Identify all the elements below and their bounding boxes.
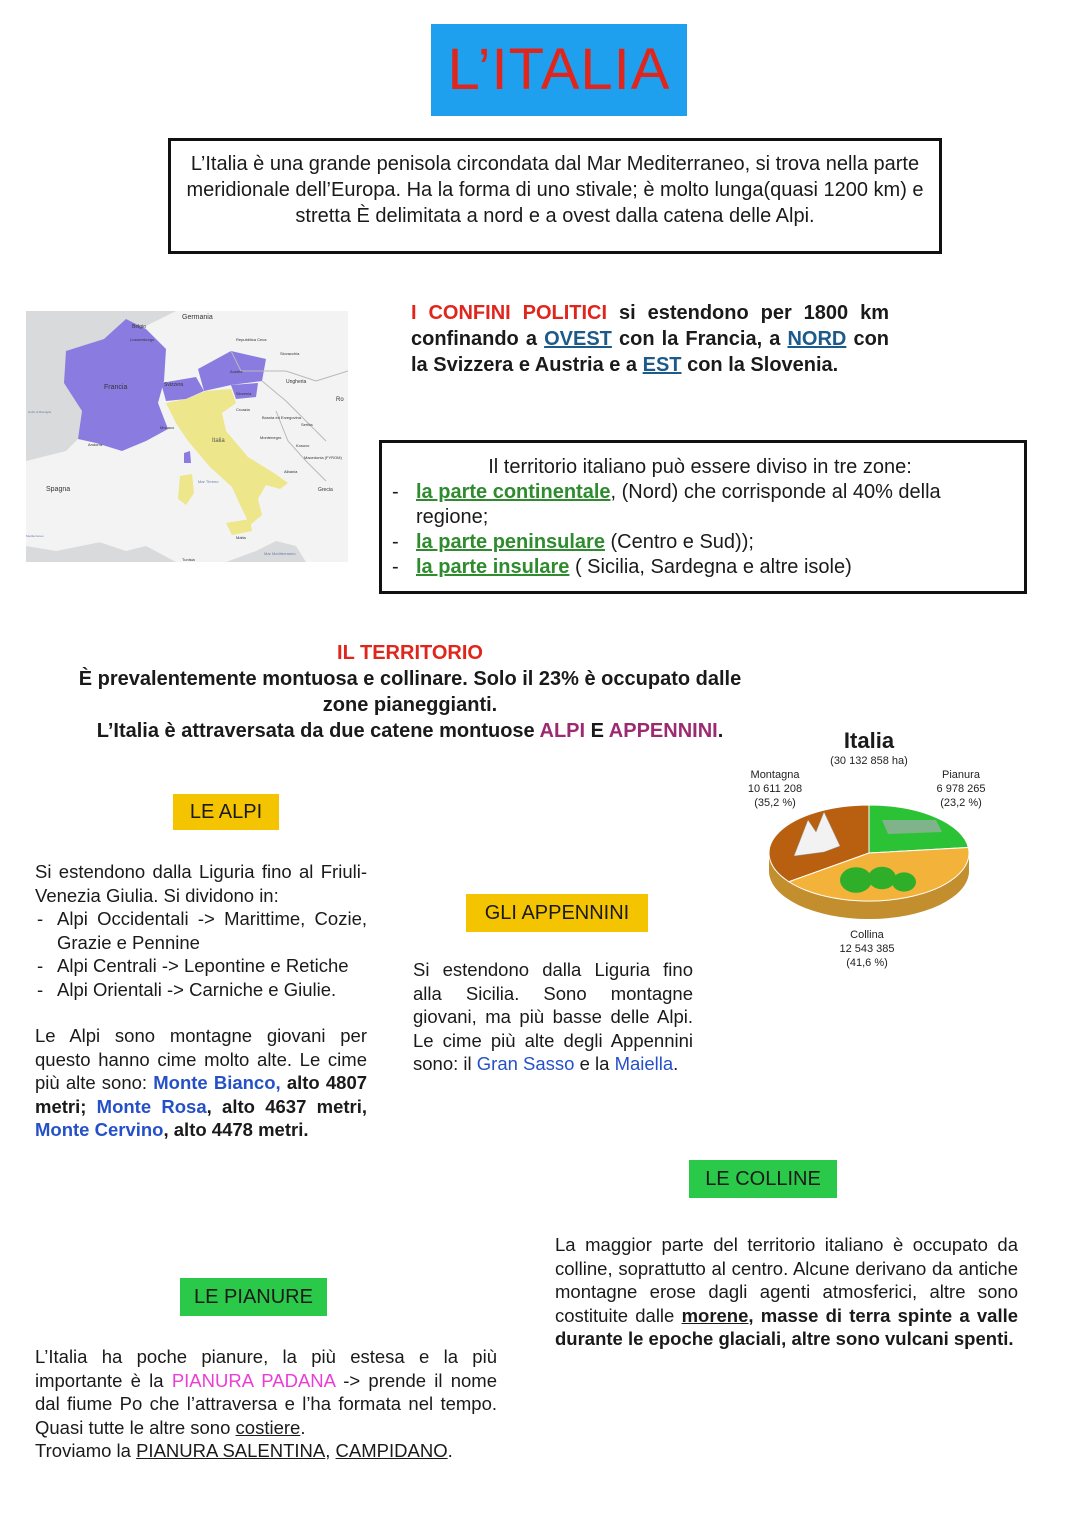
pianure-last-line bbox=[35, 1439, 497, 1463]
monte-rosa-height: , alto 4637 metri, bbox=[206, 1095, 367, 1117]
map-label-slovenia: Slovenia bbox=[236, 391, 252, 396]
confini-est-link[interactable]: EST bbox=[642, 354, 682, 376]
chart-subtitle: (30 132 858 ha) bbox=[830, 755, 908, 767]
territorio-heading: IL TERRITORIO bbox=[337, 642, 483, 664]
appennini-and: e la bbox=[579, 1053, 610, 1074]
appennini-dot: . bbox=[673, 1053, 679, 1074]
pie-chart bbox=[744, 728, 994, 978]
confini-text-1: si estendono per 1800 km confinando a bbox=[411, 302, 889, 350]
territorio-alpi: ALPI bbox=[539, 720, 586, 742]
map-label-serbia: Serbia bbox=[301, 422, 313, 427]
colline-bold: masse di terra spinte a valle durante le epoche glaciali, altre sono vulcani spenti. bbox=[555, 1304, 1019, 1349]
map-label-bosnia: Bosnia ed Erzegovina bbox=[262, 415, 301, 420]
map-label-monaco: Monaco bbox=[160, 425, 175, 430]
pianura-campidano: CAMPIDANO bbox=[335, 1440, 448, 1461]
map-label-kosovo: Kosovo bbox=[296, 443, 310, 448]
slice-value: 10 611 208 bbox=[747, 783, 803, 795]
territorio-e: E bbox=[590, 720, 604, 742]
map-label-germania: Germania bbox=[182, 314, 213, 321]
slice-value: 12 543 385 bbox=[839, 943, 895, 955]
map-label-francia: Francia bbox=[104, 384, 128, 391]
pie-hill-decoration bbox=[892, 872, 916, 891]
alpi-list bbox=[35, 907, 367, 1001]
slice-value: 6 978 265 bbox=[936, 783, 986, 795]
slice-name: Pianura bbox=[942, 769, 980, 781]
pianure-tag: LE PIANURE bbox=[180, 1278, 327, 1316]
zone-list bbox=[392, 480, 1008, 580]
map-label-spagna: Spagna bbox=[46, 486, 71, 493]
zone-link-continentale[interactable]: la parte continentale bbox=[416, 481, 611, 503]
territorio-dot: . bbox=[717, 720, 724, 742]
territorio-appennini: APPENNINI bbox=[608, 720, 718, 742]
map-label-belgio: Belgio bbox=[132, 324, 146, 330]
pianura-salentina: PIANURA SALENTINA bbox=[136, 1440, 326, 1461]
map-label-tunisia: Tunisia bbox=[182, 557, 195, 562]
slice-name: Montagna bbox=[750, 769, 800, 781]
map-label-andorra: Andorra bbox=[88, 442, 103, 447]
zone-item bbox=[392, 555, 1008, 580]
confini-text-2: con la Francia, a bbox=[619, 328, 781, 350]
map-label-malta: Malta bbox=[236, 535, 246, 540]
pianure-body-2: -> prende il nome dal fiume Po che l’attraversa e l’ha formata nel tempo. Quasi tutte le altre sono bbox=[35, 1369, 498, 1438]
confini-text-4: con la Slovenia. bbox=[687, 354, 839, 376]
map-label-macedonia: Macedonia (FYROM) bbox=[304, 455, 342, 460]
colline-body: La maggior parte del territorio italiano è occupato da colline, soprattutto al centro. Alcune derivano da antiche montagne erose dagli agenti atmosferici, altre sono costituite dalle bbox=[555, 1234, 1018, 1326]
intro-box bbox=[168, 138, 942, 254]
monte-bianco: Monte Bianco, bbox=[153, 1072, 281, 1093]
pianure-troviamo: Troviamo la bbox=[35, 1440, 131, 1461]
alpi-list-item: - Alpi Occidentali -> Marittime, Cozie, Grazie e Pennine bbox=[35, 907, 367, 954]
slice-label-collina bbox=[832, 928, 902, 970]
pianure-costiere: costiere bbox=[235, 1416, 301, 1438]
alpi-intro: Si estendono dalla Liguria fino al Friuli- Venezia Giulia. Si dividono in: bbox=[35, 861, 367, 906]
territorio-line-1: È prevalentemente montuosa e collinare. Solo il 23% è occupato dalle zone pianeggianti. bbox=[78, 668, 742, 716]
colline-text bbox=[555, 1233, 1018, 1351]
map-corsica bbox=[184, 451, 191, 463]
map-label-golfo: Golfo di Biscaglia bbox=[28, 410, 52, 414]
map-label-albania: Albania bbox=[284, 469, 298, 474]
territorio-line-2-text: L’Italia è attraversata da due catene montuose bbox=[96, 720, 535, 742]
map-label-lussemburgo: Lussemburgo bbox=[130, 337, 155, 342]
map-label-montenegro: Montenegro bbox=[260, 435, 282, 440]
map-label-mar-tirreno: Mar Tirreno bbox=[198, 479, 219, 484]
monte-rosa: Monte Rosa bbox=[96, 1095, 207, 1117]
pianure-dot: . bbox=[300, 1416, 306, 1438]
monte-cervino-height: , alto 4478 metri. bbox=[163, 1119, 309, 1140]
pie-svg bbox=[764, 798, 974, 928]
pie-hill-decoration bbox=[868, 867, 896, 889]
pianure-body-1: L’Italia ha poche pianure, la più estesa e la più importante è la bbox=[35, 1346, 497, 1391]
map-graphic bbox=[26, 311, 348, 562]
zone-link-insulare[interactable]: la parte insulare bbox=[416, 556, 570, 578]
map-label-grecia: Grecia bbox=[318, 487, 333, 493]
map-label-rep-ceca: Repubblica Ceca bbox=[236, 337, 267, 342]
slice-name: Collina bbox=[850, 929, 884, 941]
confini-heading: I CONFINI POLITICI bbox=[411, 302, 608, 324]
map-label-ro: Ro bbox=[336, 397, 344, 403]
map-label-croazia: Croazia bbox=[236, 407, 250, 412]
gran-sasso: Gran Sasso bbox=[476, 1053, 575, 1074]
confini-ovest-link[interactable]: OVEST bbox=[544, 328, 612, 350]
appennini-body: Si estendono dalla Liguria fino alla Sicilia. Sono montagne giovani, ma più basse delle Alpi. Le cime più alte degli Appennini sono: il bbox=[413, 959, 693, 1074]
alpi-list-item: - Alpi Centrali -> Lepontine e Retiche bbox=[35, 954, 367, 978]
pianure-text bbox=[35, 1345, 497, 1463]
zone-box bbox=[379, 440, 1027, 594]
zone-desc: ( Sicilia, Sardegna e altre isole) bbox=[569, 556, 852, 578]
confini-nord-link[interactable]: NORD bbox=[787, 328, 847, 350]
pianura-padana: PIANURA PADANA bbox=[171, 1369, 335, 1391]
map-label-italia: Italia bbox=[212, 438, 225, 444]
monte-bianco-height: alto 4807 metri; bbox=[35, 1072, 368, 1117]
alpi-cime-text: Le Alpi sono montagne giovani per questo hanno cime molto alte. Le cime più alte sono: bbox=[35, 1025, 367, 1093]
europe-map bbox=[26, 311, 348, 562]
monte-cervino: Monte Cervino bbox=[35, 1119, 164, 1140]
alpi-list-item: - Alpi Orientali -> Carniche e Giulie. bbox=[35, 978, 367, 1002]
zone-desc: , (Nord) che corrisponde al 40% della regione; bbox=[416, 481, 941, 528]
zone-intro: Il territorio italiano può essere diviso in tre zone: bbox=[488, 456, 912, 478]
alpi-text bbox=[35, 860, 367, 1142]
pie-field-decoration bbox=[882, 820, 942, 834]
map-label-mediterraneo-w: Mediterraneo bbox=[26, 534, 44, 538]
pianure-end: . bbox=[447, 1440, 453, 1461]
slice-percent: (35,2 %) bbox=[754, 797, 796, 809]
appennini-tag: GLI APPENNINI bbox=[466, 894, 648, 932]
map-label-ungheria: Ungheria bbox=[286, 379, 307, 385]
map-label-austria: Austria bbox=[230, 369, 243, 374]
map-label-slovacchia: Slovacchia bbox=[280, 351, 300, 356]
appennini-text bbox=[413, 958, 693, 1076]
zone-item bbox=[392, 480, 1008, 530]
intro-text: L’Italia è una grande penisola circondata dal Mar Mediterraneo, si trova nella parte meridionale dell’Europa. Ha la forma di uno stivale; è molto lunga(quasi 1200 km) e stretta È delimitata a nord e a ovest dalla catena delle Alpi. bbox=[186, 153, 924, 227]
slice-percent: (41,6 %) bbox=[846, 957, 888, 969]
alpi-cime bbox=[35, 1024, 367, 1142]
zone-desc: (Centro e Sud)); bbox=[604, 531, 754, 553]
zone-link-peninsulare[interactable]: la parte peninsulare bbox=[416, 531, 605, 553]
colline-morene: morene, bbox=[681, 1304, 754, 1326]
zone-item bbox=[392, 530, 1008, 555]
page-title: L’ITALIA bbox=[431, 24, 687, 116]
map-label-svizzera: Svizzera bbox=[164, 382, 184, 388]
confini-paragraph bbox=[411, 300, 889, 378]
slice-percent: (23,2 %) bbox=[940, 797, 982, 809]
pianure-comma: , bbox=[325, 1440, 331, 1461]
chart-title: Italia bbox=[843, 728, 895, 753]
maiella: Maiella bbox=[614, 1053, 674, 1074]
pie-hill-decoration bbox=[840, 867, 872, 893]
territorio-section bbox=[40, 640, 780, 744]
map-label-mar-mediterraneo: Mar Mediterraneo bbox=[264, 551, 296, 556]
alpi-tag: LE ALPI bbox=[173, 794, 279, 830]
colline-tag: LE COLLINE bbox=[689, 1160, 837, 1198]
confini-text-3: con la Svizzera e Austria e a bbox=[411, 328, 890, 376]
territorio-line-2 bbox=[40, 718, 780, 744]
